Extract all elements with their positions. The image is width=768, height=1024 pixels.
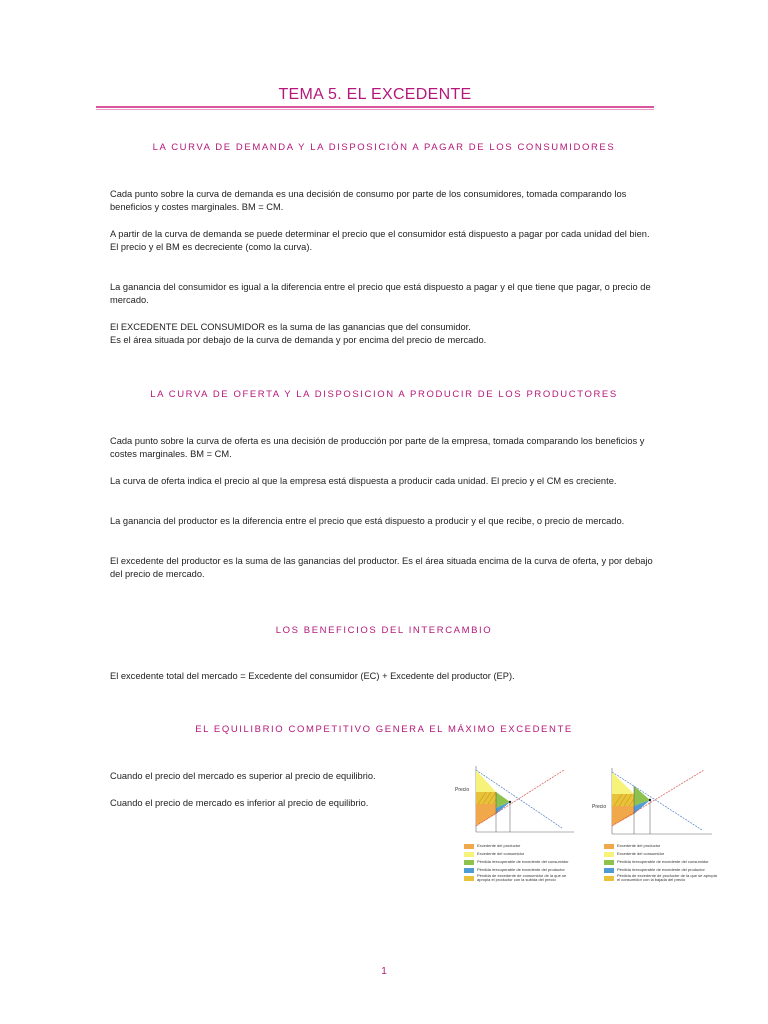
equilibrium-point (509, 801, 511, 803)
paragraph: Es el área situada por debajo de la curva de demanda y por encima del precio de mercado. (110, 335, 487, 345)
legend-label: Pérdida irrecuperable de excedente del productor (617, 866, 705, 872)
section-heading-demand: LA CURVA DE DEMANDA Y LA DISPOSICIÓN A PAGAR DE LOS CONSUMIDORES (152, 142, 616, 153)
paragraph: Cada punto sobre la curva de demanda es una decisión de consumo por parte de los consumidores, tomada comparando los beneficios y costes marginales. BM = CM. (110, 189, 627, 213)
legend-label: Excedente del productor (477, 842, 521, 848)
legend-swatch (464, 844, 474, 849)
legend-swatch (604, 860, 614, 865)
legend-label: Pérdida de excedente de consumidor de la que se apropia el productor con la subida del precio (477, 872, 567, 882)
section-heading-equilibrium: EL EQUILIBRIO COMPETITIVO GENERA EL MÁXIMO EXCEDENTE (195, 724, 573, 735)
surplus-figure-high-price (452, 760, 580, 888)
legend-swatch (604, 852, 614, 857)
legend-swatch (604, 876, 614, 881)
page-title: TEMA 5. EL EXCEDENTE (278, 86, 472, 103)
legend-swatch (604, 844, 614, 849)
consumer-surplus-area (612, 772, 634, 794)
paragraph: Cuando el precio del mercado es superior al precio de equilibrio. (110, 771, 376, 781)
producer-surplus-area (612, 806, 634, 826)
consumer-surplus-area (476, 770, 496, 792)
paragraph: La ganancia del consumidor es igual a la diferencia entre el precio que está dispuesto a pagar y el que tiene que pagar, o precio de mercado. (110, 282, 651, 306)
producer-surplus-area (476, 804, 496, 826)
equilibrium-point (649, 799, 651, 801)
paragraph: La ganancia del productor es la diferencia entre el precio que está dispuesto a producir y el que recibe, o precio de mercado. (110, 516, 625, 526)
paragraph: La curva de oferta indica el precio al que la empresa está dispuesta a producir cada unidad. El precio y el CM es creciente. (110, 476, 617, 486)
title-underline (96, 106, 654, 108)
legend-swatch (464, 852, 474, 857)
section-heading-supply: LA CURVA DE OFERTA Y LA DISPOSICION A PRODUCIR DE LOS PRODUCTORES (150, 389, 618, 400)
legend-label: Excedente del productor (617, 842, 661, 848)
legend-label: Pérdida de excedente de productor de la que se apropia el consumidor con la bajada del precio (617, 872, 717, 882)
price-axis-label: Precio (592, 804, 607, 810)
paragraph: El EXCEDENTE DEL CONSUMIDOR es la suma de las ganancias que del consumidor. (110, 322, 471, 332)
surplus-diagram (592, 762, 720, 840)
figure-legend (604, 842, 717, 882)
title-underline-light (96, 109, 654, 110)
legend-swatch (464, 860, 474, 865)
paragraph: El excedente del productor es la suma de las ganancias del productor. Es el área situada encima de la curva de oferta, y por debajo del precio de mercado. (110, 556, 653, 580)
price-axis-label: Precio (455, 787, 470, 793)
surplus-figure-low-price (592, 762, 720, 890)
legend-label: Pérdida irrecuperable de excedente del consumidor (477, 858, 569, 864)
figure-legend (464, 842, 577, 882)
legend-label: Pérdida irrecuperable de excedente del productor (477, 866, 565, 872)
paragraph: Cada punto sobre la curva de oferta es una decisión de producción por parte de la empresa, tomada comparando los beneficios y costes marginales. BM = CM. (110, 436, 645, 460)
legend-swatch (604, 868, 614, 873)
legend-label: Pérdida irrecuperable de excedente del consumidor (617, 858, 709, 864)
legend-swatch (464, 868, 474, 873)
paragraph: El excedente total del mercado = Excedente del consumidor (EC) + Excedente del productor (EP). (110, 671, 515, 681)
paragraph: Cuando el precio de mercado es inferior al precio de equilibrio. (110, 798, 369, 808)
legend-label: Excedente del consumidor (617, 850, 665, 856)
legend-swatch (464, 876, 474, 881)
surplus-diagram (452, 760, 580, 840)
legend-label: Excedente del consumidor (477, 850, 525, 856)
paragraph: A partir de la curva de demanda se puede determinar el precio que el consumidor está dispuesto a pagar por cada unidad del bien. El precio y el BM es decreciente (como la curva). (110, 229, 650, 253)
page-number: 1 (381, 966, 387, 977)
section-heading-exchange: LOS BENEFICIOS DEL INTERCAMBIO (275, 625, 493, 636)
